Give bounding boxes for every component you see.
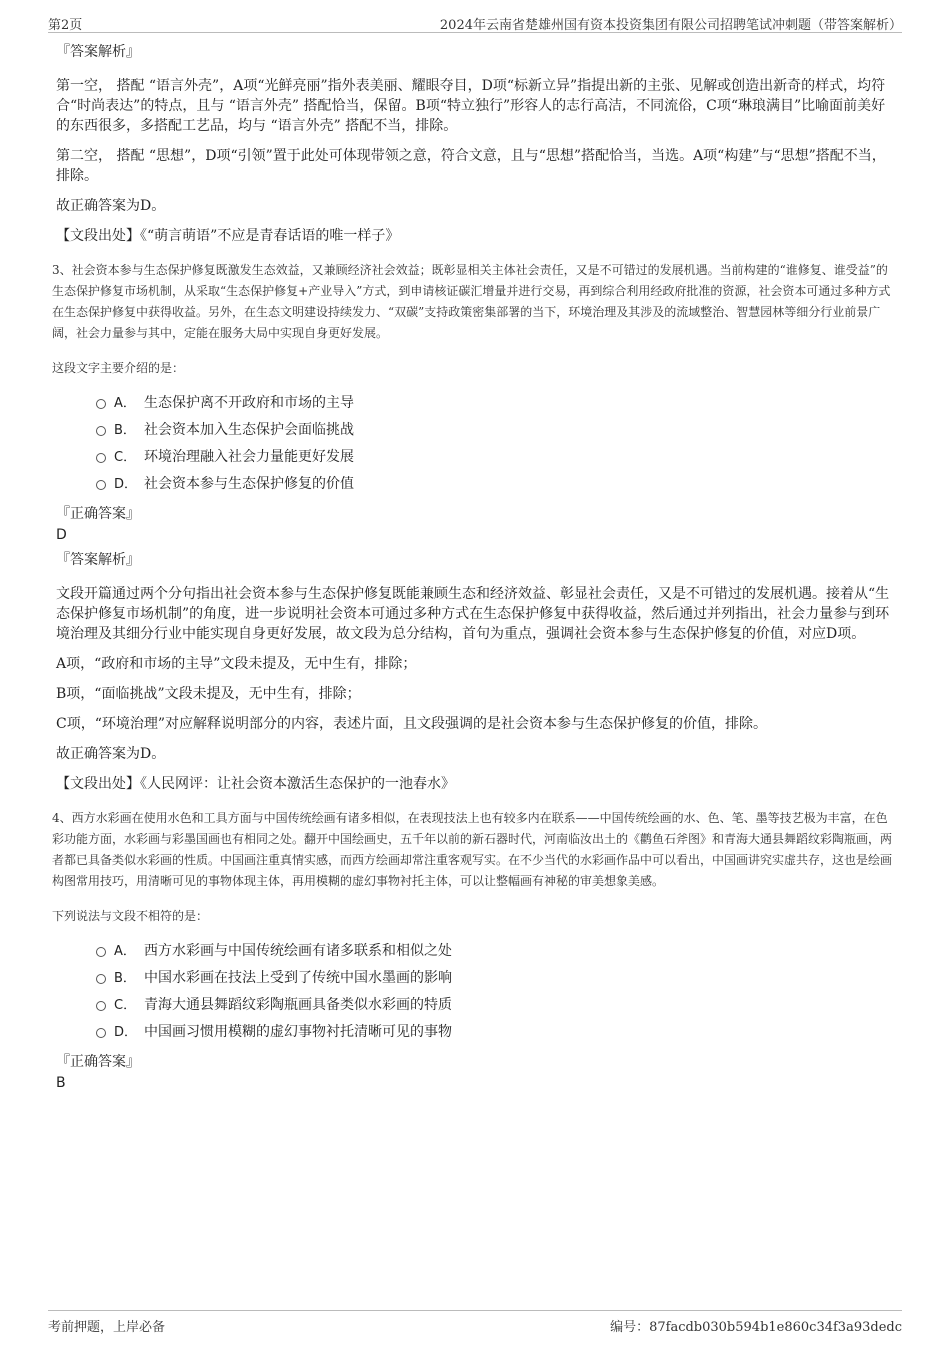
footer-slogan: 考前押题，上岸必备 <box>48 1320 166 1335</box>
correct-answer: B <box>56 1075 66 1091</box>
source-citation: 【文段出处】《人民网评：让社会资本激活生态保护的一池春水》 <box>56 776 455 792</box>
analysis-paragraph: 第一空， 搭配 “语言外壳”，A项“光鲜亮丽”指外表美丽、耀眼夺目，D项“标新立异”指提出新的主张、见解或创造出新奇的样式，均符合“时尚表达”的特点，且与 “语言外壳” 搭配恰当，保留。B项“特立独行”形容人的志行高洁，不同流俗，C项“琳琅满目”比喻面前美好的东西很多，多搭配工艺品，均与 “语言外壳” 搭配不当，排除。 <box>56 78 886 134</box>
question-3-text: 3、社会资本参与生态保护修复既激发生态效益，又兼顾经济社会效益；既彰显相关主体社会责任，又是不可错过的发展机遇。当前构建的“谁修复、谁受益”的生态保护修复市场机制，从采取“生态保护修复+产业导入”方式，到申请核证碳汇增量并进行交易，再到综合利用经政府批准的资源，社会资本可通过多种方式在生态保护修复中获得收益。另外，在生态文明建设持续发力、“双碳”支持政策密集部署的当下，环境治理及其涉及的流域整治、智慧园林等细分行业前景广阔，社会力量参与其中，定能在服务大局中实现自身更好发展。 <box>52 263 891 340</box>
option-b[interactable] <box>96 417 894 444</box>
option-text: 环境治理融入社会力量能更好发展 <box>144 449 354 465</box>
radio-icon[interactable] <box>96 947 106 957</box>
question-3-prompt: 这段文字主要介绍的是： <box>52 361 185 375</box>
option-letter: C． <box>114 998 137 1013</box>
analysis-label: 『答案解析』 <box>56 552 140 568</box>
page-footer <box>48 1310 902 1335</box>
radio-icon[interactable] <box>96 1028 106 1038</box>
analysis-paragraph: 故正确答案为D。 <box>56 198 166 214</box>
correct-answer: D <box>56 527 67 543</box>
option-a[interactable] <box>96 938 894 965</box>
option-text: 西方水彩画与中国传统绘画有诸多联系和相似之处 <box>144 943 452 959</box>
question-4-prompt: 下列说法与文段不相符的是： <box>52 909 209 923</box>
option-d[interactable] <box>96 1019 894 1046</box>
analysis-paragraph: C项，“环境治理”对应解释说明部分的内容，表述片面，且文段强调的是社会资本参与生态保护修复的价值，排除。 <box>56 716 768 732</box>
document-title: 2024年云南省楚雄州国有资本投资集团有限公司招聘笔试冲刺题（带答案解析） <box>439 18 902 33</box>
option-letter: B． <box>114 971 136 986</box>
option-text: 中国水彩画在技法上受到了传统中国水墨画的影响 <box>144 970 452 986</box>
question-4-text: 4、西方水彩画在使用水色和工具方面与中国传统绘画有诸多相似，在表现技法上也有较多内在联系——中国传统绘画的水、色、笔、墨等技艺极为丰富，在色彩功能方面，水彩画与彩墨国画也有相同之处。翻开中国绘画史，五千年以前的新石器时代，河南临汝出土的《鹳鱼石斧图》和青海大通县舞蹈纹彩陶瓶画，两者都已具备类似水彩画的性质。中国画注重真情实感，而西方绘画却常注重客观写实。在不少当代的水彩画作品中可以看出，中国画讲究实虚共存，这也是绘画构图常用技巧，用清晰可见的事物体现主体，再用模糊的虚幻事物衬托主体，可以让整幅画有神秘的审美想象美感。 <box>52 811 893 888</box>
analysis-paragraph: 文段开篇通过两个分句指出社会资本参与生态保护修复既能兼顾生态和经济效益、彰显社会责任，又是不可错过的发展机遇。接着从“生态保护修复市场机制”的角度，进一步说明社会资本可通过多种方式在生态保护修复中获得收益，然后通过并列指出，社会力量参与到环境治理及其细分行业中能实现自身更好发展，故文段为总分结构，首句为重点，强调社会资本参与生态保护修复的价值，对应D项。 <box>56 586 890 642</box>
correct-answer-label: 『正确答案』 <box>56 506 140 522</box>
option-letter: C． <box>114 450 137 465</box>
question-4-options <box>96 938 894 1046</box>
analysis-paragraph: 故正确答案为D。 <box>56 746 166 762</box>
page-header <box>48 12 902 33</box>
analysis-label: 『答案解析』 <box>56 44 140 60</box>
radio-icon[interactable] <box>96 480 106 490</box>
option-a[interactable] <box>96 390 894 417</box>
option-text: 社会资本加入生态保护会面临挑战 <box>144 422 354 438</box>
analysis-paragraph: 第二空， 搭配 “思想”，D项“引领”置于此处可体现带领之意，符合文意，且与“思想”搭配恰当，当选。A项“构建”与“思想”搭配不当，排除。 <box>56 148 886 184</box>
radio-icon[interactable] <box>96 399 106 409</box>
option-c[interactable] <box>96 992 894 1019</box>
option-letter: D． <box>114 477 138 492</box>
option-text: 社会资本参与生态保护修复的价值 <box>144 476 354 492</box>
radio-icon[interactable] <box>96 453 106 463</box>
question-3-options <box>96 390 894 498</box>
analysis-paragraph: A项，“政府和市场的主导”文段未提及，无中生有，排除； <box>56 656 417 672</box>
page-number: 第2页 <box>48 18 83 33</box>
radio-icon[interactable] <box>96 1001 106 1011</box>
option-d[interactable] <box>96 471 894 498</box>
source-citation: 【文段出处】《“萌言萌语”不应是青春话语的唯一样子》 <box>56 228 400 244</box>
option-text: 青海大通县舞蹈纹彩陶瓶画具备类似水彩画的特质 <box>144 997 452 1013</box>
option-letter: B． <box>114 423 136 438</box>
option-text: 中国画习惯用模糊的虚幻事物衬托清晰可见的事物 <box>144 1024 452 1040</box>
option-c[interactable] <box>96 444 894 471</box>
option-letter: A． <box>114 944 136 959</box>
option-letter: A． <box>114 396 136 411</box>
option-text: 生态保护离不开政府和市场的主导 <box>144 395 354 411</box>
document-id: 编号：87facdb030b594b1e860c34f3a93dedc <box>610 1320 902 1335</box>
radio-icon[interactable] <box>96 426 106 436</box>
document-body <box>52 42 894 1098</box>
analysis-paragraph: B项，“面临挑战”文段未提及，无中生有，排除； <box>56 686 361 702</box>
radio-icon[interactable] <box>96 974 106 984</box>
correct-answer-label: 『正确答案』 <box>56 1054 140 1070</box>
option-b[interactable] <box>96 965 894 992</box>
option-letter: D． <box>114 1025 138 1040</box>
